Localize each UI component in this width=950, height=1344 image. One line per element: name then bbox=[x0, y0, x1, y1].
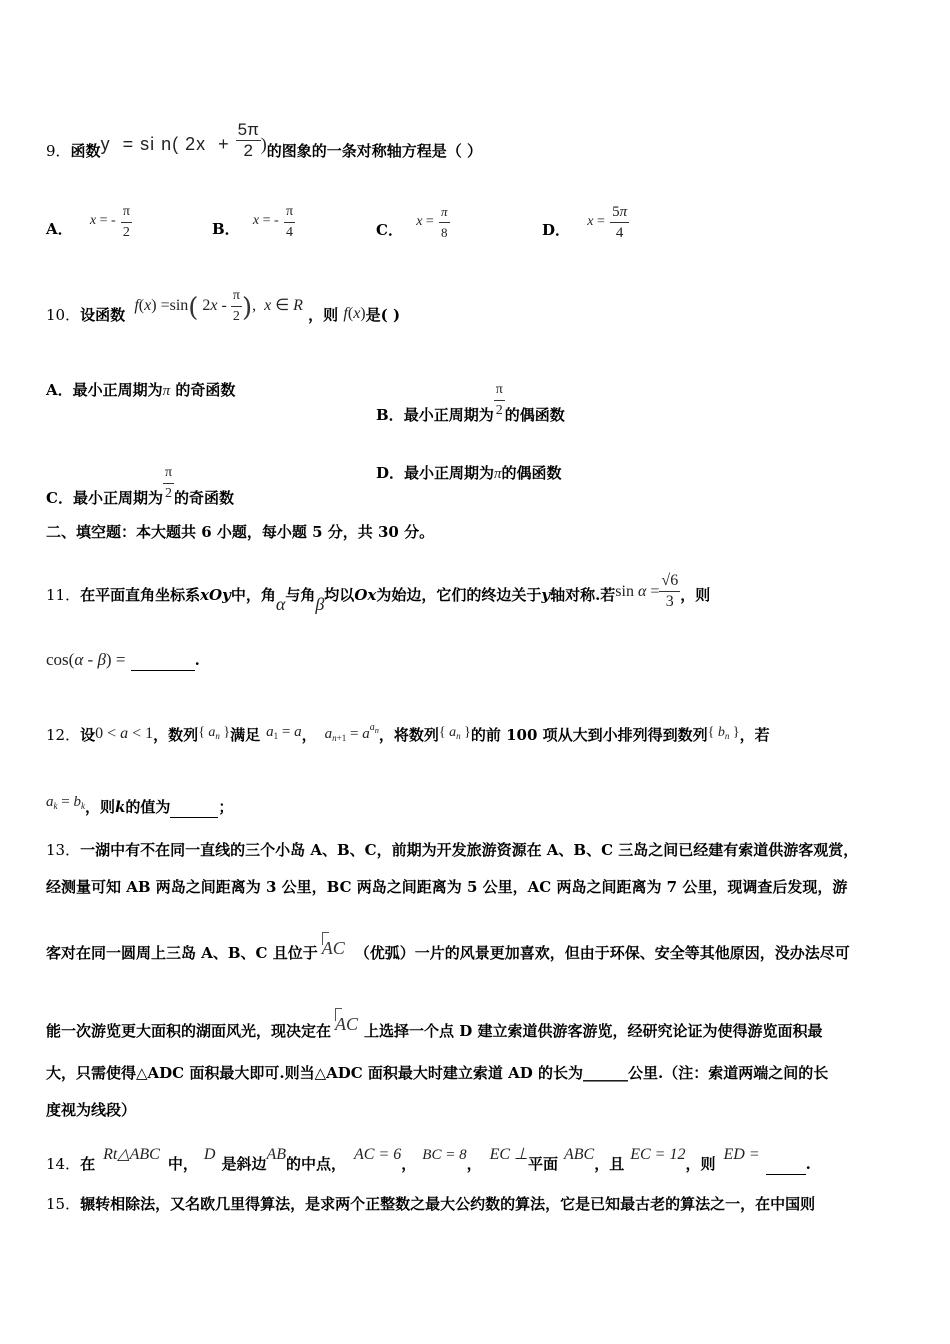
q11-end: . bbox=[194, 651, 200, 669]
q12-text1: 设 bbox=[80, 726, 96, 744]
q14-t5: 平面 bbox=[527, 1155, 558, 1173]
q12-text8: 的值为 bbox=[125, 798, 171, 816]
q14-t7: ，则 bbox=[685, 1155, 716, 1173]
q12-text2: ，数列 bbox=[153, 726, 199, 744]
q10-option-d-after: 的偶函数 bbox=[501, 464, 562, 482]
q13-line6: 度视为线段） bbox=[46, 1101, 137, 1119]
q13-line4 bbox=[46, 1014, 823, 1041]
q13-arc-2: AC bbox=[335, 1014, 359, 1034]
q12-end: ； bbox=[218, 798, 234, 816]
q14-tri: Rt△ABC bbox=[103, 1146, 160, 1163]
q11-answer: cos(α - β) = . bbox=[46, 650, 200, 669]
q10-option-c-label: C． bbox=[46, 489, 73, 507]
q10-mid: ，则 bbox=[308, 306, 339, 324]
q10-stem: 10．设函数 f(x) =sin( 2x - $\frac{\pi}{2}$ ), x ∈ R ，则 f(x)是( ) bbox=[46, 288, 401, 324]
q12-text4: ，将数列 bbox=[378, 726, 439, 744]
q11-text6: 轴对称.若 bbox=[550, 586, 616, 604]
q10-option-a-label: A． bbox=[46, 381, 73, 399]
q14-bc: BC = 8 bbox=[422, 1147, 467, 1163]
q13-line2: 经测量可知 AB 两岛之间距离为 3 公里，BC 两岛之间距离为 5 公里，AC 两岛之间距离为 7 公里，现调查后发现，游 bbox=[46, 878, 848, 896]
q14-t2: 中， bbox=[167, 1155, 198, 1173]
q11-text5: 为始边，它们的终边关于 bbox=[376, 586, 542, 604]
q11-text3: 与角 bbox=[285, 586, 316, 604]
q10-option-a-text: 最小正周期为 bbox=[72, 381, 163, 399]
q10-option-c-text: 最小正周期为 bbox=[72, 489, 163, 507]
q11-text4: 均以 bbox=[324, 586, 355, 604]
q11-alpha: α bbox=[275, 594, 286, 614]
q13-line5: 大，只需使得△ADC 面积最大即可.则当△ADC 面积最大时建立索道 AD 的长为______公里.（注：索道两端之间的长 bbox=[46, 1064, 829, 1082]
q13-line3 bbox=[46, 938, 850, 963]
q11-number: 11． bbox=[46, 586, 81, 604]
q9-prefix: 函数 bbox=[70, 142, 101, 160]
q13-line3b: （优弧）一片的风景更加喜欢，但由于环保、安全等其他原因，没办法尽可 bbox=[354, 944, 850, 962]
q13-line3a: 客对在同一圆周上三岛 A、B、C 且位于 bbox=[46, 944, 318, 962]
q12-answer: $a_k = b_k$，则k的值为 ； bbox=[46, 794, 234, 816]
q9-option-d: D． x = $\frac{5\pi}{4}$ bbox=[542, 204, 628, 241]
q13-line4b: 上选择一个点 D 建立索道供游客游览，经研究论证为使得游览面积最 bbox=[364, 1022, 823, 1040]
q11-xoy: xOy bbox=[200, 586, 231, 604]
q9-frac: $\frac{5\pi}{2}$ bbox=[237, 120, 259, 160]
q13-line1 bbox=[46, 840, 858, 860]
q11-text1: 在平面直角坐标系 bbox=[80, 586, 201, 604]
q10-option-a-after: 的奇函数 bbox=[170, 381, 236, 399]
q12-text5: 的前 100 项从大到小排列得到数列 bbox=[470, 726, 708, 744]
q13-line1-text: 一湖中有不在同一直线的三个小岛 A、B、C，前期为开发旅游资源在 A、B、C 三岛之间已经建有索道供游客观赏， bbox=[80, 841, 859, 859]
q10-suffix: 是( ) bbox=[365, 306, 401, 324]
q14-ec: EC ⊥ bbox=[489, 1146, 528, 1163]
q15-text: 辗转相除法，又名欧几里得算法，是求两个正整数之最大公约数的算法，它是已知最古老的算法之一，在中国则 bbox=[80, 1195, 816, 1213]
q14-ed: ED = bbox=[723, 1146, 760, 1163]
q9-option-b-label: B． bbox=[212, 220, 240, 238]
q13-arc: AC bbox=[321, 938, 345, 958]
q9-option-a: A． x = - $\frac{\pi}{2}$ bbox=[46, 204, 130, 240]
q14-t4: 的中点， bbox=[286, 1155, 347, 1173]
q10-prefix: 设函数 bbox=[80, 306, 126, 324]
q14-ac: AC = 6 bbox=[354, 1146, 402, 1163]
q11-stem: 11．在平面直角坐标系xOy中，角α与角β均以Ox为始边，它们的终边关于y轴对称.若sin α = $\frac{√6}{3}$ ，则 bbox=[46, 572, 711, 614]
q14-number: 14． bbox=[46, 1155, 81, 1173]
q12-number: 12． bbox=[46, 726, 81, 744]
q10-number: 10． bbox=[46, 306, 81, 324]
q9-number: 9． bbox=[46, 142, 71, 160]
q10-option-b-after: 的偶函数 bbox=[504, 406, 565, 424]
q11-blank[interactable] bbox=[131, 650, 195, 671]
q10-option-d-label: D． bbox=[376, 464, 405, 482]
q10-option-b: B．最小正周期为 $\frac{\pi}{2}$ 的偶函数 bbox=[376, 382, 565, 424]
q14-stem: 14．在Rt△ABC中，D是斜边AB的中点，AC = 6， BC = 8，EC ⊥平面ABC，且EC = 12，则ED = . bbox=[46, 1146, 811, 1173]
q12-text3: 满足 bbox=[230, 726, 261, 744]
q9-option-d-label: D． bbox=[542, 221, 571, 239]
q14-t6: ，且 bbox=[594, 1155, 625, 1173]
q14-t1: 在 bbox=[80, 1155, 96, 1173]
q9-option-c-label: C． bbox=[376, 221, 403, 239]
q9-formula: y = si n( 2x + bbox=[100, 134, 236, 154]
q12-text6: ，若 bbox=[739, 726, 770, 744]
q11-y: y bbox=[541, 586, 551, 604]
q14-t3: 是斜边 bbox=[221, 1155, 267, 1173]
q10-option-b-text: 最小正周期为 bbox=[403, 406, 494, 424]
q13-line4a: 能一次游览更大面积的湖面风光，现决定在 bbox=[46, 1022, 332, 1040]
q10-option-b-label: B． bbox=[376, 406, 404, 424]
q14-blank[interactable] bbox=[766, 1154, 806, 1175]
q14-D: D bbox=[203, 1146, 216, 1163]
q14-AB: AB bbox=[266, 1146, 286, 1163]
q11-text2: 中，角 bbox=[230, 586, 276, 604]
q12-text7: ，则 bbox=[84, 798, 115, 816]
q10-option-d: D．最小正周期为π的偶函数 bbox=[376, 464, 562, 482]
q9-suffix: 的图象的一条对称轴方程是（ ） bbox=[266, 142, 483, 160]
q15-stem bbox=[46, 1194, 815, 1214]
q14-ec12: EC = 12 bbox=[630, 1146, 686, 1163]
q10-option-a: A．最小正周期为π 的奇函数 bbox=[46, 381, 236, 399]
q11-ox: Ox bbox=[354, 586, 377, 604]
q9-option-a-label: A． bbox=[46, 220, 73, 238]
q10-option-d-text: 最小正周期为 bbox=[404, 464, 495, 482]
section-heading: 二、填空题：本大题共 6 小题，每小题 5 分，共 30 分。 bbox=[46, 523, 435, 541]
q9-stem: 9．函数y = si n( 2x + $\frac{5\pi}{2}$ )的图象的一条对称轴方程是（ ） bbox=[46, 120, 483, 160]
q15-number: 15． bbox=[46, 1195, 81, 1213]
q12-k: k bbox=[114, 798, 126, 816]
q10-option-c: C．最小正周期为 $\frac{\pi}{2}$ 的奇函数 bbox=[46, 465, 235, 507]
q13-number: 13． bbox=[46, 841, 81, 859]
q11-beta: β bbox=[315, 594, 325, 614]
q11-text7: ，则 bbox=[680, 586, 711, 604]
q12-blank[interactable] bbox=[170, 797, 218, 818]
q10-option-c-after: 的奇函数 bbox=[174, 489, 235, 507]
q14-end: . bbox=[805, 1155, 811, 1173]
q14-abc: ABC bbox=[564, 1146, 595, 1163]
q12-stem: 12．设0 < a < 1，数列{ $a_n$ }满足 $a_1 = a$， $a_{n+1} = a^{a_n}$，将数列{ $a_n$ }的前 100 项从大到小排列得到数列{ $b_n$ }，若 bbox=[46, 722, 770, 744]
q9-option-c: C． x = $\frac{\pi}{8}$ bbox=[376, 204, 448, 240]
q9-option-b: B． x = - $\frac{\pi}{4}$ bbox=[212, 204, 294, 240]
